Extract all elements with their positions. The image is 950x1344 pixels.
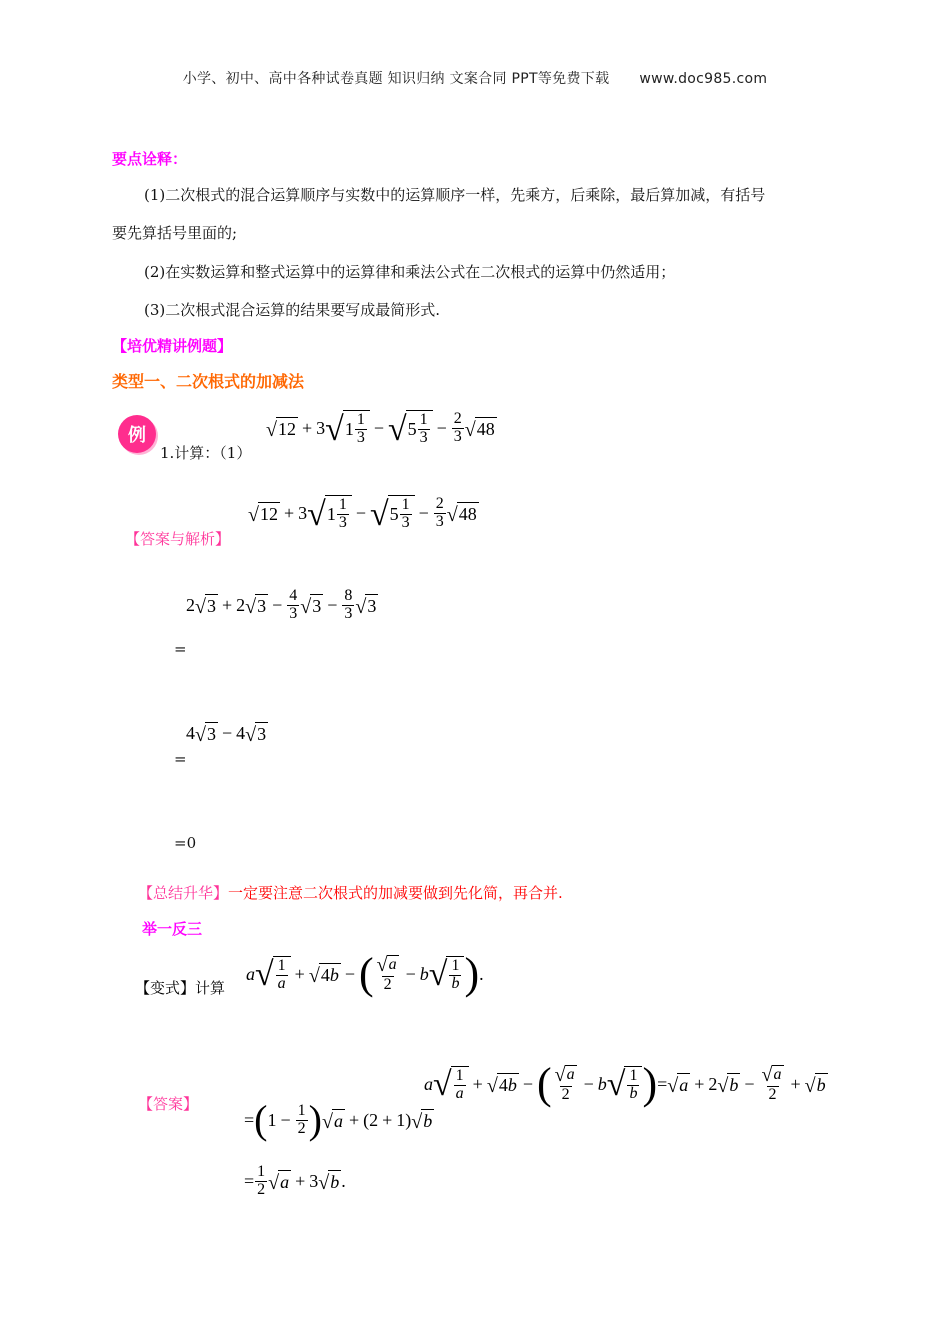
key-points-title: 要点诠释： xyxy=(112,150,188,168)
summary-text: 一定要注意二次根式的加减要做到先化简，再合并. xyxy=(228,884,563,902)
variation-answer-line2: = ( 1 − $\frac{1}{2}$ ) √ a + (2 + 1) √ b xyxy=(244,1097,433,1142)
page-header xyxy=(0,68,950,88)
variation-heading: 举一反三 xyxy=(142,920,203,938)
variation-answer-line1: a √ $\frac{1}{a}$ + √ 4 b − ( √ a 2 − b √ $\frac{1}{b}$ ) = √ a + 2 √ b − √ a 2 + √ b xyxy=(424,1059,826,1108)
step1-expression: 2 √ 3 + 2 √ 3 − $\frac{4}{3}$ √ 3 − $\frac{8}{3}$ √ 3 xyxy=(186,587,377,622)
key-point-2: (2)在实数运算和整式运算中的运算律和乘法公式在二次根式的运算中仍然适用； xyxy=(144,263,676,281)
examples-heading: 【培优精讲例题】 xyxy=(112,337,233,355)
key-point-3: (3)二次根式混合运算的结果要写成最简形式. xyxy=(144,301,441,319)
answer-expression: √ 12 + 3 √ 1 $\frac{1}{3}$ − √ 5 $\frac{1}{3}$ − $\frac{2}{3}$ √ 48 xyxy=(248,495,477,533)
variation-answer-line3: = $\frac{1}{2}$ √ a + 3 √ b . xyxy=(244,1163,346,1198)
step2-expression: 4 √ 3 − 4 √ 3 xyxy=(186,723,267,746)
summary xyxy=(138,882,563,903)
header-url[interactable]: www.doc985.com xyxy=(639,71,768,87)
variation-line xyxy=(135,977,225,998)
sqrt-12: √ 12 xyxy=(266,418,296,441)
step1-equals: = xyxy=(174,640,187,658)
example1-label: 1.计算：（1） xyxy=(160,444,252,462)
variation-answer-label: 【答案】 xyxy=(138,1095,199,1113)
key-point-1-line2: 要先算括号里面的; xyxy=(112,224,238,242)
example1-expression: √ 12 + 3 √ 1 $\frac{1}{3}$ − √ 5 $\frac{1}{3}$ − $\frac{2}{3}$ √ 48 xyxy=(266,410,495,448)
header-text: 小学、初中、高中各种试卷真题 知识归纳 文案合同 PPT等免费下载 xyxy=(182,71,610,87)
key-point-1-line1: (1)二次根式的混合运算顺序与实数中的运算顺序一样，先乘方，后乘除，最后算加减，有括号 xyxy=(144,186,766,204)
summary-label: 【总结升华】 xyxy=(138,884,229,902)
example-badge: 例 xyxy=(118,415,156,453)
variation-expression: a √ $\frac{1}{a}$ + √ 4 b − ( √ a 2 − b √ $\frac{1}{b}$ ) . xyxy=(246,949,484,998)
final-result: =0 xyxy=(174,834,197,852)
variation-label: 【变式】 xyxy=(135,979,196,997)
type1-heading: 类型一、二次根式的加减法 xyxy=(112,372,305,391)
answer-analysis-label: 【答案与解析】 xyxy=(125,530,231,548)
variation-text: 计算 xyxy=(195,979,226,997)
step2-equals: = xyxy=(174,750,187,768)
